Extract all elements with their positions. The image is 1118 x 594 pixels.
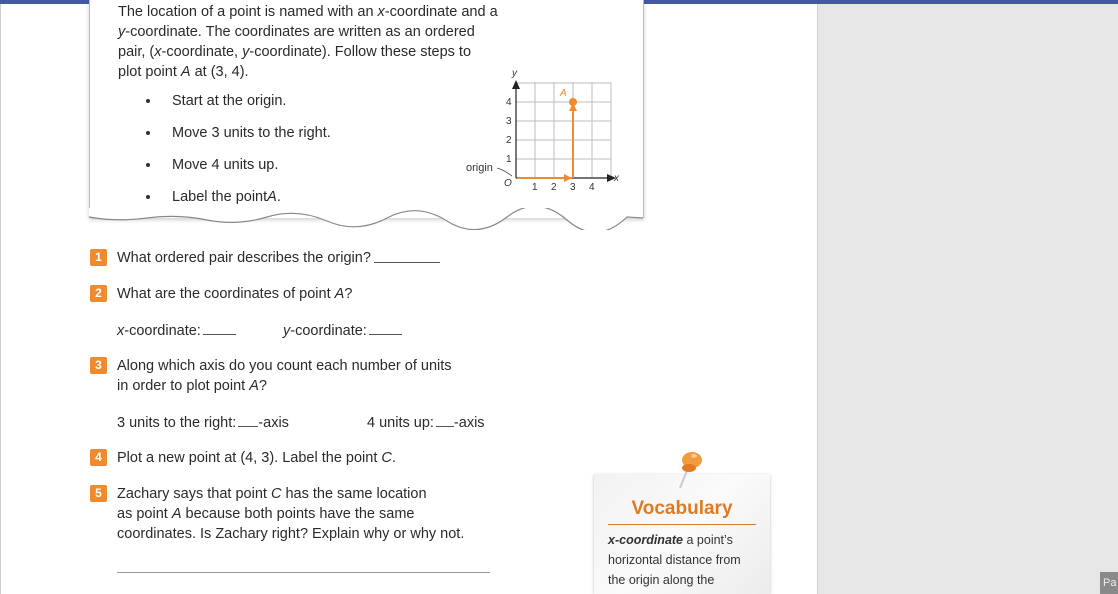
question-text: Along which axis do you count each number of units in order to plot point A? — [117, 358, 452, 394]
question-number: 1 — [90, 249, 107, 266]
question-2 — [90, 284, 352, 304]
point-a — [569, 98, 577, 106]
question-number: 2 — [90, 285, 107, 302]
torn-edge — [87, 208, 645, 230]
answer-blank[interactable] — [238, 412, 258, 427]
bullet-dot — [146, 163, 150, 167]
answer-blank[interactable] — [436, 412, 454, 427]
intro-text: The location of a point is named with an x-coordinate and a y-coordinate. The coordinates are written as an ordered pair, (x-coordinate, y-coordinate). Follow these steps to plot point A at (3, 4). — [118, 4, 498, 80]
coordinate-grid — [460, 62, 630, 202]
y-coordinate-answer: y-coordinate: — [283, 320, 402, 339]
vocabulary-note — [594, 474, 770, 594]
y-tick: 4 — [506, 97, 512, 108]
y-tick: 3 — [506, 116, 512, 127]
vocabulary-rule — [608, 524, 756, 525]
bullet-dot — [146, 195, 150, 199]
y-tick: 1 — [506, 154, 512, 165]
bullet-dot — [146, 131, 150, 135]
question-number: 5 — [90, 485, 107, 502]
pushpin-icon — [670, 446, 710, 492]
step-4: Label the point A . — [146, 189, 281, 205]
point-a-label: A — [560, 88, 567, 99]
x-coordinate-answer: x-coordinate: — [117, 320, 236, 339]
vocabulary-title: Vocabulary — [631, 498, 733, 519]
x-axis-label: x — [614, 173, 619, 184]
question-text: Zachary says that point C has the same location as point A because both points have the same coordinates. Is Zachary right? Explain why or why not. — [117, 486, 465, 542]
answer-blank[interactable] — [203, 320, 236, 335]
origin-label: origin — [466, 162, 493, 174]
step-2: Move 3 units to the right. — [146, 125, 331, 141]
step-1: Start at the origin. — [146, 93, 286, 109]
x-tick: 1 — [532, 182, 538, 193]
question-3 — [90, 356, 452, 396]
question-text: What are the coordinates of point A? — [117, 286, 353, 302]
up-axis-answer: 4 units up: -axis — [367, 412, 485, 431]
answer-blank[interactable] — [369, 320, 402, 335]
x-tick: 3 — [570, 182, 576, 193]
question-text: Plot a new point at (4, 3). Label the point C. — [117, 450, 396, 466]
question-number: 4 — [90, 449, 107, 466]
question-5 — [90, 484, 464, 544]
right-axis-answer: 3 units to the right: -axis — [117, 412, 289, 431]
vocabulary-definition: x-coordinate a point’s horizontal distance from the origin along the — [608, 533, 741, 587]
page-tab[interactable]: Pa — [1100, 572, 1118, 594]
origin-letter: O — [504, 178, 512, 189]
y-tick: 2 — [506, 135, 512, 146]
x-tick: 4 — [589, 182, 595, 193]
question-4 — [90, 448, 396, 468]
answer-line[interactable] — [117, 572, 490, 573]
question-number: 3 — [90, 357, 107, 374]
question-text: What ordered pair describes the origin? — [117, 250, 371, 266]
bullet-dot — [146, 99, 150, 103]
x-tick: 2 — [551, 182, 557, 193]
y-axis-label: y — [512, 68, 517, 79]
answer-blank[interactable] — [374, 248, 440, 263]
step-3: Move 4 units up. — [146, 157, 278, 173]
question-1 — [90, 248, 440, 268]
